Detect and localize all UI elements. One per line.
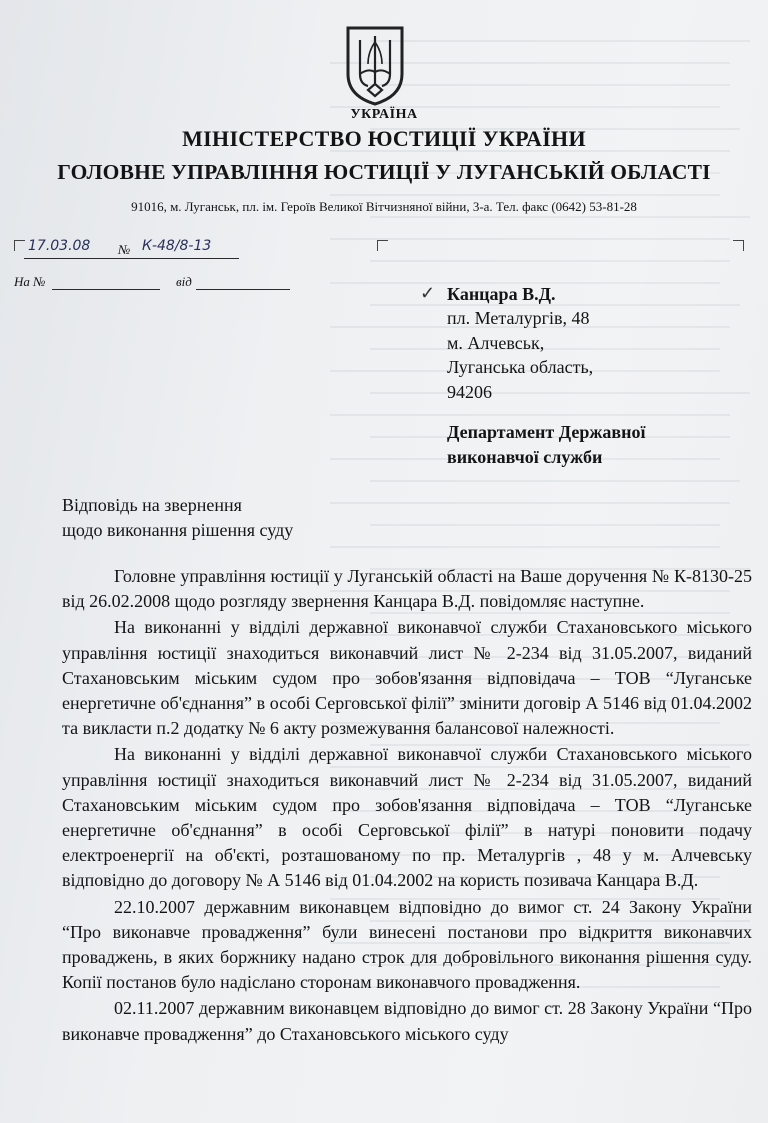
recipient-zip: 94206 [447,382,492,402]
reference-date-label: від [176,274,192,289]
reference-date-blank [196,289,290,290]
body-paragraph: На виконанні у відділі державної виконавчої служби Стахановського міського управління юстиції знаходиться виконавчий лист № 2-234 від 31.05.2007, виданий Стахановським міським судом про зобов'язання відповідача – ТОВ “Луганське енергетичне об'єднання” в особі Серговської філії” в натурі поновити подачу електроенергії на об'єкті, розташованому по пр. Металургів , 48 у м. Алчевську відповідно до договору № А 5146 від 01.04.2002 на користь позивача Канцара В.Д. [62,744,752,891]
body-paragraph: 22.10.2007 державним виконавцем відповідно до вимог ст. 24 Закону України “Про виконавче провадження” були винесені постанови про відкриття виконавчих проваджень, в яких боржнику надано строк для добровільного виконання рішення суду. Копії постанов було надіслано сторонам виконавчого провадження. [62,896,752,993]
recipient-name: Канцара В.Д. [447,284,556,304]
department-name: ГОЛОВНЕ УПРАВЛІННЯ ЮСТИЦІЇ У ЛУГАНСЬКІЙ ОБЛАСТІ [57,160,711,184]
recipient-city: м. Алчевськ, [447,333,545,353]
letter-body [62,564,752,1048]
copy-recipient-line-1: Департамент Державної [447,422,646,442]
subject-line-2: щодо виконання рішення суду [62,520,294,540]
corner-mark [733,240,744,251]
body-paragraph: 02.11.2007 державним виконавцем відповідно до вимог ст. 28 Закону України “Про виконавче провадження” до Стахановського міського суду [62,998,752,1044]
registration-number-label: № [118,242,131,257]
recipient-street: пл. Металургів, 48 [447,308,590,328]
registration-number: К-48/8-13 [142,238,212,254]
registration-underline [24,258,239,259]
body-paragraph: На виконанні у відділі державної виконавчої служби Стахановського міського управління юстиції знаходиться виконавчий лист № 2-234 від 31.05.2007, виданий Стахановським міським судом про зобов'язання відповідача – ТОВ “Луганське енергетичне об'єднання” в особі Серговської філії” змінити договір А 5146 від 01.04.2002 та викласти п.2 додатку № 6 акту розмежування балансової належності. [62,617,752,739]
reference-number-label: На № [14,274,46,289]
sender-address: 91016, м. Луганськ, пл. ім. Героїв Великої Вітчизняної війни, 3-а. Тел. факс (0642) 53-81-28 [131,199,637,214]
registration-date: 17.03.08 [28,238,91,254]
copy-recipient-line-2: виконавчої служби [447,447,603,467]
corner-mark [14,240,25,251]
body-paragraph: Головне управління юстиції у Луганській області на Ваше доручення № К-8130-25 від 26.02.2008 щодо розгляду звернення Канцара В.Д. повідомляє наступне. [62,566,752,612]
coat-of-arms-icon [344,24,406,106]
ministry-name: МІНІСТЕРСТВО ЮСТИЦІЇ УКРАЇНИ [182,126,586,151]
recipient-region: Луганська область, [447,357,594,377]
corner-mark [377,240,388,251]
reference-number-blank [52,289,160,290]
country-name: УКРАЇНА [350,107,418,122]
checkmark-icon: ✓ [420,283,436,303]
subject-line-1: Відповідь на звернення [62,495,242,515]
